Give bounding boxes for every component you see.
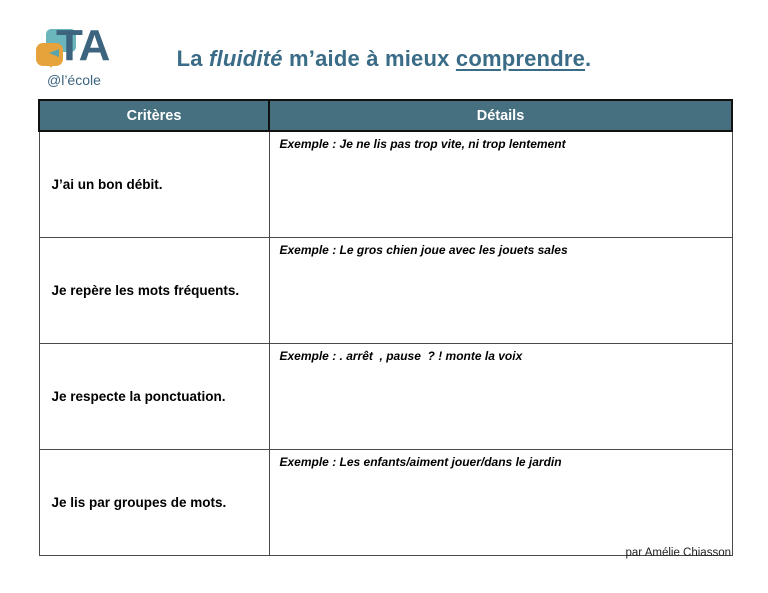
logo-subtitle: @l’école <box>47 72 101 88</box>
logo-ta-text: TA <box>56 21 110 70</box>
detail-cell: Exemple : . arrêt , pause ? ! monte la voix <box>269 344 732 450</box>
author-credit: par Amélie Chiasson <box>625 547 731 559</box>
title-italic-word: fluidité <box>209 46 283 71</box>
title-suffix: . <box>585 46 592 71</box>
critere-cell: Je lis par groupes de mots. <box>39 450 269 556</box>
title-prefix: La <box>176 46 210 71</box>
critere-cell: Je respecte la ponctuation. <box>39 344 269 450</box>
critere-cell: J’ai un bon débit. <box>39 131 269 238</box>
detail-cell: Exemple : Le gros chien joue avec les jouets sales <box>269 238 732 344</box>
table-header-row <box>39 100 732 131</box>
column-header-criteres: Critères <box>39 100 269 131</box>
table-row <box>39 131 732 238</box>
table-row <box>39 344 732 450</box>
page-title <box>0 46 768 72</box>
critere-cell: Je repère les mots fréquents. <box>39 238 269 344</box>
title-middle: m’aide à mieux <box>282 46 456 71</box>
detail-cell: Exemple : Je ne lis pas trop vite, ni trop lentement <box>269 131 732 238</box>
column-header-details: Détails <box>269 100 732 131</box>
fluency-criteria-table <box>38 99 733 556</box>
detail-cell: Exemple : Les enfants/aiment jouer/dans le jardin <box>269 450 732 556</box>
title-underlined-word: comprendre <box>455 46 586 71</box>
table-row <box>39 238 732 344</box>
table-row <box>39 450 732 556</box>
